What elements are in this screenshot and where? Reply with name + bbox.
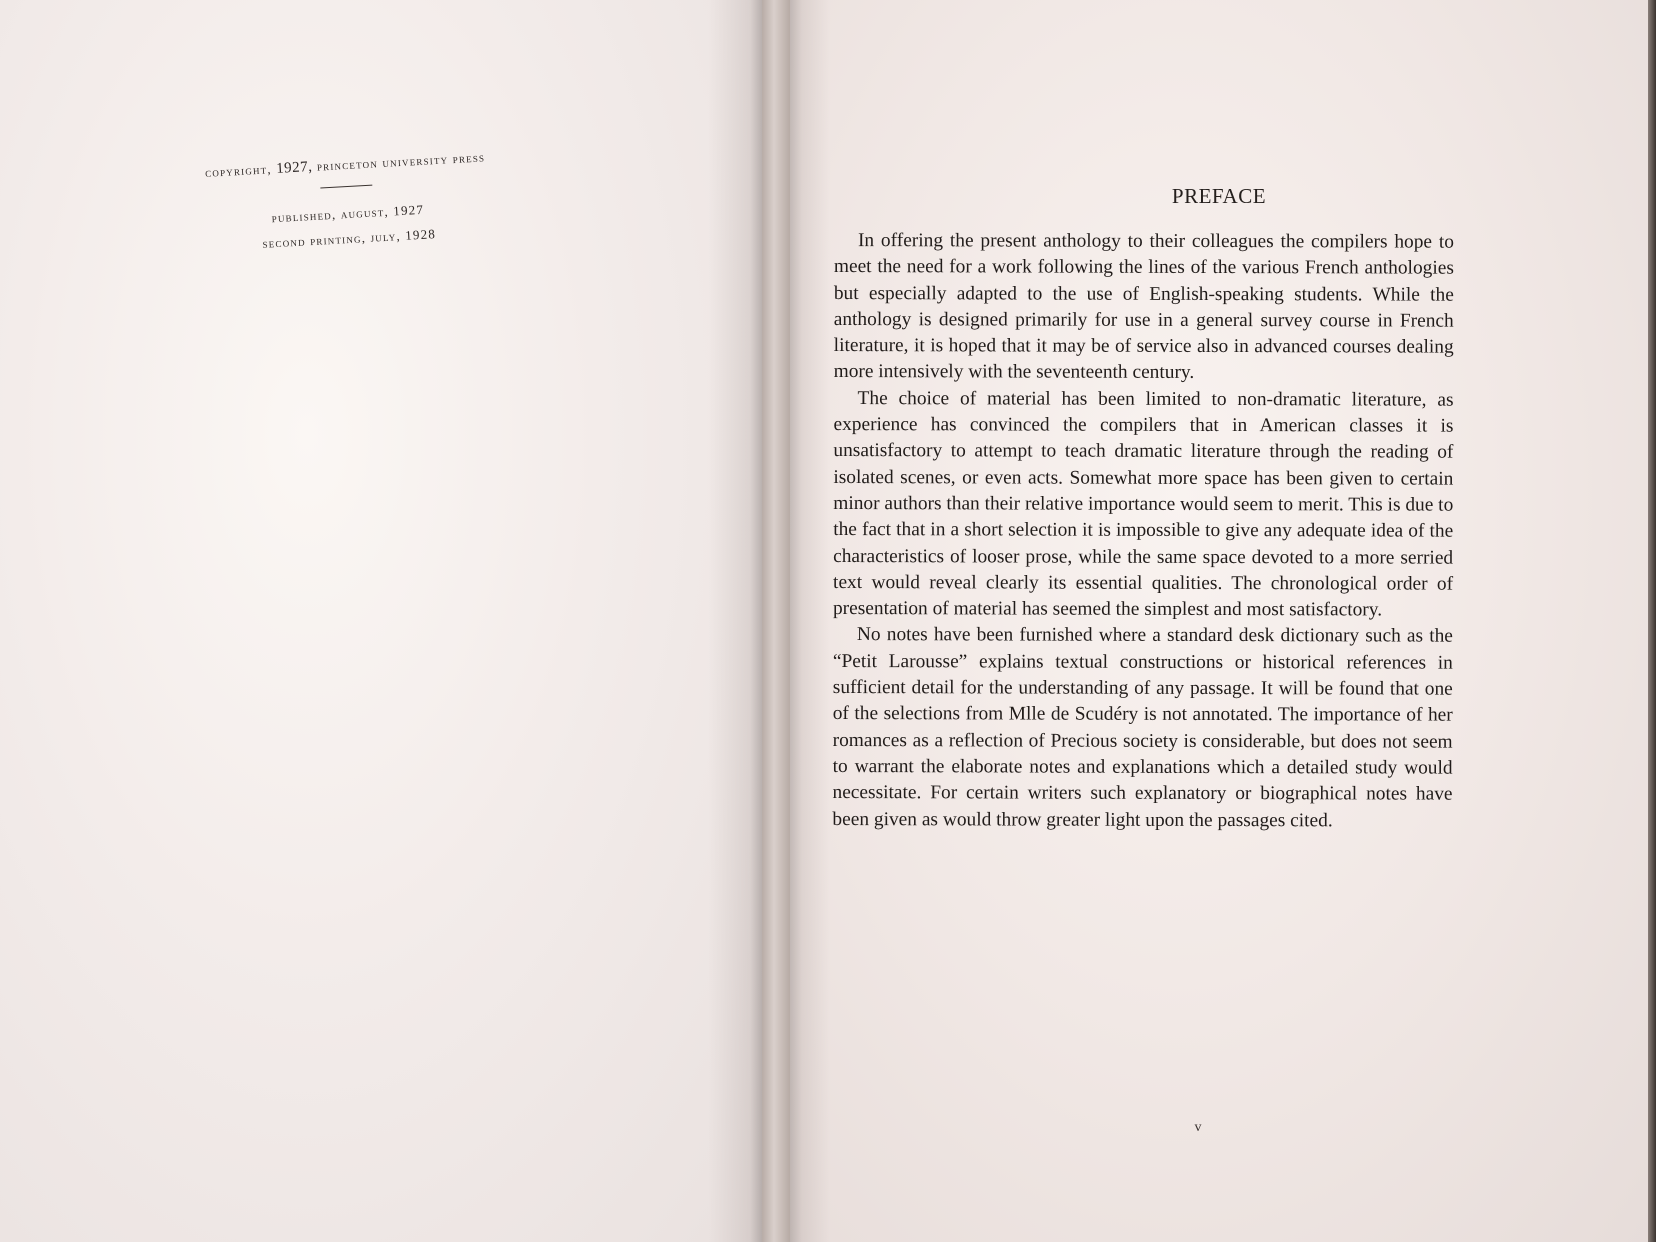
preface-paragraph-2: The choice of material has been limited to non-dramatic literature, as experience has convinced the compilers that in American classes it is unsatisfactory to attempt to teach dramatic literature through the reading of isolated scenes, or even acts. Somewhat more space has been given to certain minor authors than their relative importance would seem to merit. This is due to the fact that in a short selection it is impossible to give any adequate idea of the characteristics of looser prose, while the same space devoted to a more serried text would reveal clearly its essential qualities. The chronological order of presentation of material has seemed the simplest and most satisfactory. <box>832 387 1454 621</box>
copyright-notice <box>150 146 545 262</box>
copyright-year: 1927, <box>275 158 313 177</box>
preface-paragraph-1: In offering the present anthology to their colleagues the compilers hope to meet the need for a work following the lines of the various French anthologies but especially adapted to the use of English-speaking students. While the anthology is designed primarily for use in a general survey course in French literature, it is hoped that it may be of service also in advanced courses dealing more intensively with the seventeenth century. <box>833 230 1454 384</box>
book-gutter <box>762 0 792 1242</box>
second-printing-line: second printing, july, 1928 <box>262 226 437 251</box>
page-title: PREFACE <box>1171 184 1267 208</box>
copyright-line <box>150 146 540 185</box>
right-page <box>790 0 1656 1242</box>
left-page <box>0 0 768 1242</box>
page-edge-shadow <box>1648 0 1656 1242</box>
published-line: published, august, 1927 <box>271 201 425 226</box>
preface-body <box>832 228 1454 834</box>
copyright-prefix: copyright, <box>204 161 273 180</box>
divider-rule <box>320 185 372 189</box>
copyright-press: princeton university press <box>316 149 486 174</box>
preface-paragraph-3: No notes have been furnished where a standard desk dictionary such as the “Petit Larousse” explains textual constructions or historical references in sufficient detail for the understanding of any passage. It will be found that one of the selections from Mlle de Scudéry is not annotated. The importance of her romances as a reflection of Precious society is considerable, but does not seem to warrant the elaborate notes and explanations which a detailed study would necessitate. For certain writers such explanatory or biographical notes have been given as would throw greater light upon the passages cited. <box>832 624 1453 831</box>
page-number: v <box>1194 1120 1202 1135</box>
